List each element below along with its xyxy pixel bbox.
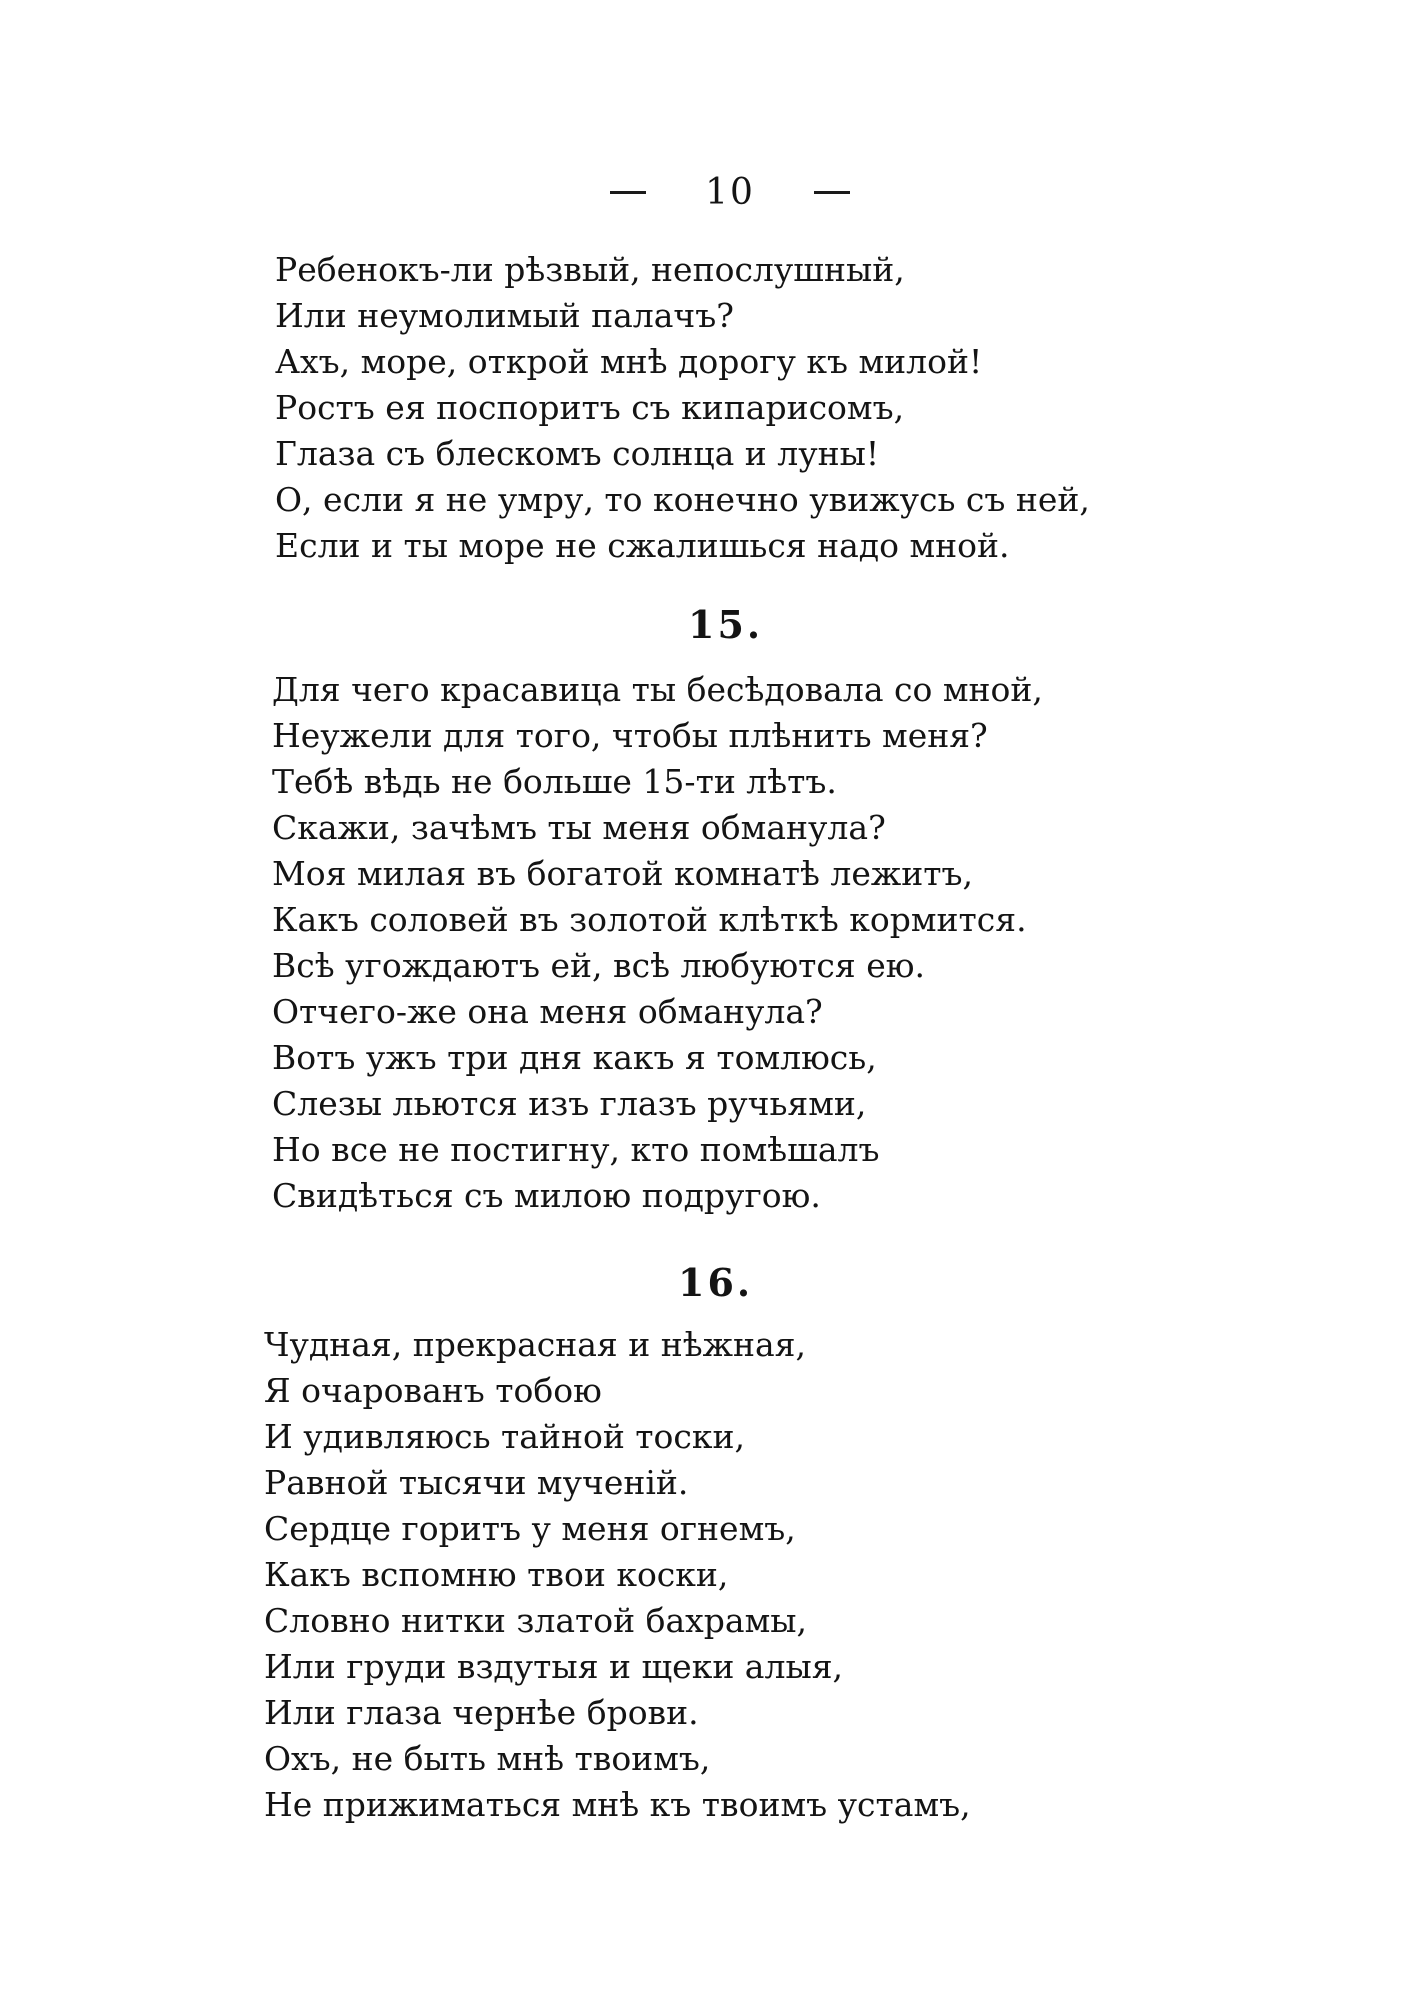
verse-line: Какъ вспомню твои коски,: [264, 1555, 729, 1594]
poem-15: [272, 667, 1043, 1219]
verse-line: Или неумолимый палачъ?: [275, 296, 734, 335]
verse-line: Чудная, прекрасная и нѣжная,: [264, 1325, 806, 1364]
verse-line: Слезы льются изъ глазъ ручьями,: [272, 1084, 867, 1123]
verse-line: Вотъ ужъ три дня какъ я томлюсь,: [272, 1038, 877, 1077]
verse-line: Глаза съ блескомъ солнца и луны!: [275, 434, 880, 473]
verse-line: О, если я не умру, то конечно увижусь съ ней,: [275, 480, 1090, 519]
left-dash: [610, 191, 646, 194]
verse-line: Я очарованъ тобою: [264, 1371, 602, 1410]
verse-line: Ребенокъ-ли рѣзвый, непослушный,: [275, 250, 905, 289]
verse-line: Моя милая въ богатой комнатѣ лежитъ,: [272, 854, 974, 893]
verse-line: Всѣ угождаютъ ей, всѣ любуются ею.: [272, 946, 925, 985]
verse-line: Какъ соловей въ золотой клѣткѣ кормится.: [272, 900, 1027, 939]
right-dash: [814, 191, 850, 194]
page-number: 10: [705, 171, 755, 213]
verse-line: Отчего-же она меня обманула?: [272, 992, 823, 1031]
verse-line: Сердце горитъ у меня огнемъ,: [264, 1509, 796, 1548]
page-header: [610, 168, 850, 216]
verse-line: Или груди вздутыя и щеки алыя,: [264, 1647, 844, 1686]
verse-line: Или глаза чернѣе брови.: [264, 1693, 699, 1732]
verse-line: Неужели для того, чтобы плѣнить меня?: [272, 716, 988, 755]
section-number-15: 15.: [688, 602, 764, 647]
verse-line: И удивляюсь тайной тоски,: [264, 1417, 746, 1456]
verse-line: Свидѣться съ милою подругою.: [272, 1176, 821, 1215]
verse-line: Для чего красавица ты бесѣдовала со мной,: [272, 670, 1043, 709]
verse-line: Скажи, зачѣмъ ты меня обманула?: [272, 808, 886, 847]
poem-16: [264, 1322, 971, 1828]
verse-line: Равной тысячи мученій.: [264, 1463, 689, 1502]
verse-line: Тебѣ вѣдь не больше 15-ти лѣтъ.: [272, 762, 837, 801]
section-number-16: 16.: [678, 1260, 754, 1305]
continuation-stanza: [275, 247, 1090, 569]
verse-line: Ростъ ея поспоритъ съ кипарисомъ,: [275, 388, 905, 427]
verse-line: Ахъ, море, открой мнѣ дорогу къ милой!: [275, 342, 983, 381]
verse-line: Но все не постигну, кто помѣшалъ: [272, 1130, 880, 1169]
verse-line: Словно нитки златой бахрамы,: [264, 1601, 807, 1640]
verse-line: Если и ты море не сжалишься надо мной.: [275, 526, 1010, 565]
verse-line: Охъ, не быть мнѣ твоимъ,: [264, 1739, 711, 1778]
verse-line: Не прижиматься мнѣ къ твоимъ устамъ,: [264, 1785, 971, 1824]
